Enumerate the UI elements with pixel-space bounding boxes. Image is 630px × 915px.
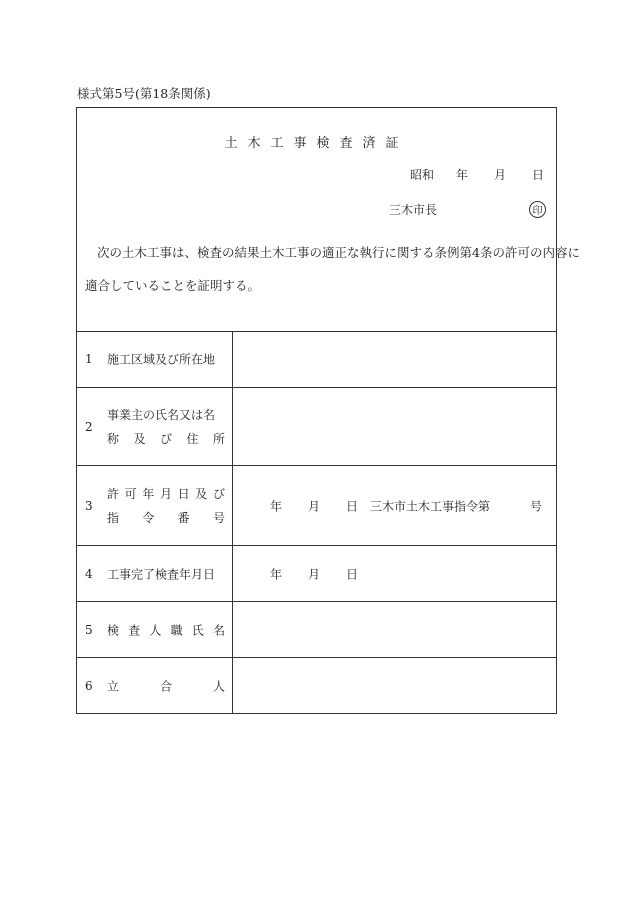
row-number: 3	[85, 498, 93, 513]
day-label: 日	[531, 168, 544, 182]
inspector-value[interactable]	[234, 602, 556, 657]
label-line-2: 指 令 番 号	[107, 510, 225, 525]
mayor-name: 三木市長	[388, 203, 437, 217]
seal-icon: 印	[529, 201, 546, 218]
statement-line-1: 次の土木工事は、検査の結果土木工事の適正な執行に関する条例第4条の許可の内容に	[97, 245, 580, 260]
label-line-1: 許 可 年 月 日 及 び	[107, 486, 225, 501]
row-construction-area	[77, 331, 556, 388]
statement-line-2: 適合していることを証明する。	[85, 278, 261, 293]
label-line-2: 称 及 び 住 所	[107, 431, 225, 446]
row-label-text: 立 合 人	[107, 679, 225, 693]
row-number: 1	[85, 352, 93, 366]
era-label: 昭和	[409, 168, 434, 182]
row-label-text: 工事完了検査年月日	[107, 567, 216, 581]
construction-area-value[interactable]	[234, 331, 556, 387]
row-number: 2	[85, 419, 93, 434]
issue-date	[410, 166, 544, 183]
row-label-text: 検 査 人 職 氏 名	[107, 623, 225, 637]
inspection-date-value[interactable]	[234, 546, 556, 601]
row-inspection-date	[77, 546, 556, 602]
row-label	[77, 331, 233, 387]
row-label-text	[107, 403, 225, 451]
row-label	[77, 658, 233, 713]
permit-value-text: 年 月 日 三木市土木工事指令第 号	[270, 499, 542, 513]
witness-value[interactable]	[234, 658, 556, 713]
business-owner-value[interactable]	[234, 388, 556, 465]
row-label	[77, 546, 233, 601]
form-number-label: 様式第5号(第18条関係)	[77, 86, 211, 101]
row-label-text	[107, 482, 225, 530]
row-number: 5	[85, 622, 93, 637]
inspection-date-text: 年 月 日	[270, 567, 359, 581]
issuer	[389, 201, 546, 218]
month-label: 月	[493, 168, 506, 182]
row-business-owner	[77, 388, 556, 466]
certificate-title: 土木工事検査済証	[224, 136, 409, 151]
certificate-statement	[85, 236, 580, 302]
certificate-frame	[76, 107, 580, 714]
row-permit-date-number	[77, 466, 556, 546]
row-witness	[77, 658, 556, 713]
row-label-text: 施工区域及び所在地	[107, 352, 216, 367]
row-inspector	[77, 602, 556, 658]
certificate-header	[77, 108, 580, 332]
row-label	[77, 466, 233, 545]
permit-value[interactable]	[234, 466, 556, 545]
row-number: 6	[85, 678, 93, 693]
row-label	[77, 602, 233, 657]
label-line-1: 事業主の氏名又は名	[107, 407, 216, 422]
row-label	[77, 388, 233, 465]
row-number: 4	[85, 566, 93, 581]
year-label: 年	[455, 168, 468, 182]
